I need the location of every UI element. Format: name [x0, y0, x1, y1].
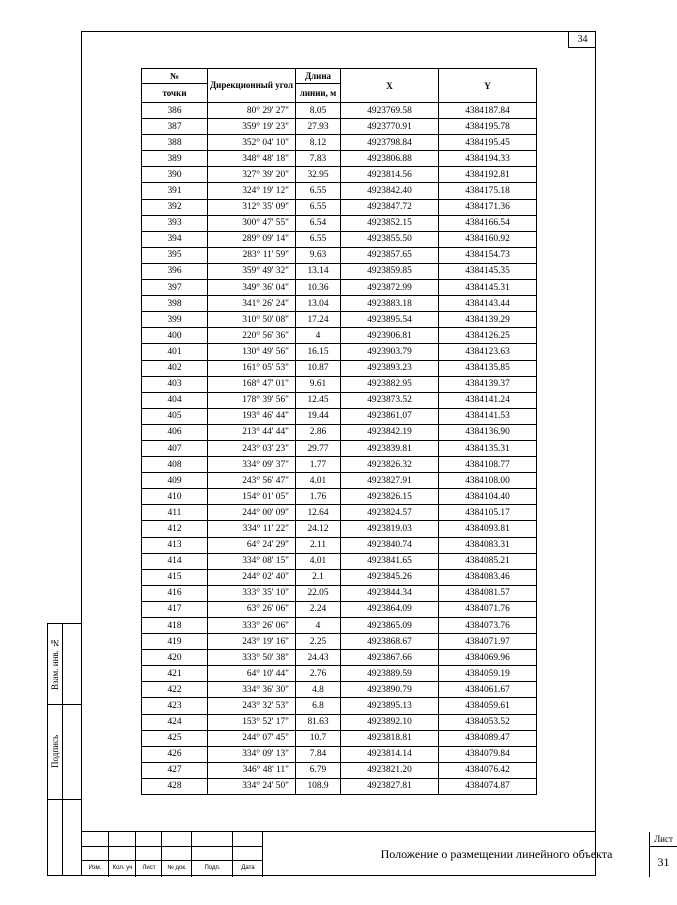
- point-number-cell: 403: [142, 376, 208, 392]
- line-length-cell: 7.84: [296, 746, 341, 762]
- header-point-label: точки: [142, 84, 208, 103]
- point-number-cell: 400: [142, 328, 208, 344]
- point-number-cell: 399: [142, 312, 208, 328]
- direction-angle-cell: 359° 19' 23": [208, 119, 296, 135]
- coord-x-cell: 4923814.56: [341, 167, 439, 183]
- line-length-cell: 8.05: [296, 103, 341, 119]
- coordinates-table: [141, 68, 537, 795]
- coord-x-cell: 4923839.81: [341, 440, 439, 456]
- table-row: [142, 344, 537, 360]
- table-row: [142, 778, 537, 794]
- point-number-cell: 420: [142, 650, 208, 666]
- direction-angle-cell: 243° 56' 47": [208, 473, 296, 489]
- coord-x-cell: 4923882.95: [341, 376, 439, 392]
- coord-x-cell: 4923798.84: [341, 135, 439, 151]
- point-number-cell: 392: [142, 199, 208, 215]
- line-length-cell: 12.64: [296, 505, 341, 521]
- line-length-cell: 6.55: [296, 231, 341, 247]
- coord-y-cell: 4384145.31: [439, 280, 537, 296]
- point-number-cell: 419: [142, 634, 208, 650]
- coord-x-cell: 4923840.74: [341, 537, 439, 553]
- line-length-cell: 4: [296, 618, 341, 634]
- table-row: [142, 360, 537, 376]
- table-row: [142, 263, 537, 279]
- point-number-cell: 422: [142, 682, 208, 698]
- coord-x-cell: 4923889.59: [341, 666, 439, 682]
- direction-angle-cell: 312° 35' 09": [208, 199, 296, 215]
- signature-label: Подпись: [50, 734, 60, 769]
- direction-angle-cell: 349° 36' 04": [208, 280, 296, 296]
- table-row: [142, 312, 537, 328]
- sheet-number-box: [649, 832, 677, 877]
- table-row: [142, 569, 537, 585]
- point-number-cell: 425: [142, 730, 208, 746]
- coord-y-cell: 4384139.29: [439, 312, 537, 328]
- coord-y-cell: 4384076.42: [439, 762, 537, 778]
- table-row: [142, 505, 537, 521]
- direction-angle-cell: 333° 26' 06": [208, 618, 296, 634]
- coord-y-cell: 4384061.67: [439, 682, 537, 698]
- direction-angle-cell: 289° 09' 14": [208, 231, 296, 247]
- point-number-cell: 428: [142, 778, 208, 794]
- table-row: [142, 634, 537, 650]
- line-length-cell: 9.61: [296, 376, 341, 392]
- coord-x-cell: 4923806.88: [341, 151, 439, 167]
- coord-x-cell: 4923824.57: [341, 505, 439, 521]
- line-length-cell: 2.76: [296, 666, 341, 682]
- coord-y-cell: 4384059.19: [439, 666, 537, 682]
- table-row: [142, 119, 537, 135]
- coord-y-cell: 4384166.54: [439, 215, 537, 231]
- line-length-cell: 2.11: [296, 537, 341, 553]
- coord-x-cell: 4923864.09: [341, 601, 439, 617]
- point-number-cell: 395: [142, 247, 208, 263]
- point-number-cell: 389: [142, 151, 208, 167]
- line-length-cell: 6.54: [296, 215, 341, 231]
- coord-x-cell: 4923890.79: [341, 682, 439, 698]
- direction-angle-cell: 63° 26' 06": [208, 601, 296, 617]
- header-length-unit: линии, м: [296, 84, 341, 103]
- table-row: [142, 151, 537, 167]
- direction-angle-cell: 154° 01' 05": [208, 489, 296, 505]
- direction-angle-cell: 310° 50' 08": [208, 312, 296, 328]
- coord-y-cell: 4384139.37: [439, 376, 537, 392]
- direction-angle-cell: 334° 09' 13": [208, 746, 296, 762]
- direction-angle-cell: 80° 29' 27": [208, 103, 296, 119]
- coord-y-cell: 4384083.46: [439, 569, 537, 585]
- line-length-cell: 13.04: [296, 296, 341, 312]
- coord-y-cell: 4384059.61: [439, 698, 537, 714]
- table-row: [142, 247, 537, 263]
- point-number-cell: 414: [142, 553, 208, 569]
- direction-angle-cell: 243° 19' 16": [208, 634, 296, 650]
- line-length-cell: 24.43: [296, 650, 341, 666]
- coord-x-cell: 4923867.66: [341, 650, 439, 666]
- coord-y-cell: 4384085.21: [439, 553, 537, 569]
- direction-angle-cell: 244° 00' 09": [208, 505, 296, 521]
- coord-y-cell: 4384123.63: [439, 344, 537, 360]
- document-title: Положение о размещении линейного объекта: [380, 847, 613, 861]
- table-row: [142, 730, 537, 746]
- point-number-cell: 388: [142, 135, 208, 151]
- line-length-cell: 4: [296, 328, 341, 344]
- line-length-cell: 16.15: [296, 344, 341, 360]
- coord-x-cell: 4923857.65: [341, 247, 439, 263]
- sheet-number: 31: [657, 855, 670, 869]
- line-length-cell: 1.77: [296, 457, 341, 473]
- coord-x-cell: 4923844.34: [341, 585, 439, 601]
- direction-angle-cell: 220° 56' 36": [208, 328, 296, 344]
- direction-angle-cell: 352° 04' 10": [208, 135, 296, 151]
- table-row: [142, 537, 537, 553]
- table-row: [142, 714, 537, 730]
- line-length-cell: 6.55: [296, 199, 341, 215]
- table-row: [142, 183, 537, 199]
- line-length-cell: 10.36: [296, 280, 341, 296]
- coord-x-cell: 4923906.81: [341, 328, 439, 344]
- table-row: [142, 618, 537, 634]
- direction-angle-cell: 161° 05' 53": [208, 360, 296, 376]
- direction-angle-cell: 346° 48' 11": [208, 762, 296, 778]
- coord-y-cell: 4384195.78: [439, 119, 537, 135]
- coord-x-cell: 4923855.50: [341, 231, 439, 247]
- direction-angle-cell: 213° 44' 44": [208, 424, 296, 440]
- coord-y-cell: 4384136.90: [439, 424, 537, 440]
- coord-x-cell: 4923827.91: [341, 473, 439, 489]
- point-number-cell: 415: [142, 569, 208, 585]
- line-length-cell: 29.77: [296, 440, 341, 456]
- coord-x-cell: 4923842.40: [341, 183, 439, 199]
- coord-y-cell: 4384171.36: [439, 199, 537, 215]
- direction-angle-cell: 327° 39' 20": [208, 167, 296, 183]
- coord-y-cell: 4384194.33: [439, 151, 537, 167]
- direction-angle-cell: 64° 24' 29": [208, 537, 296, 553]
- line-length-cell: 32.95: [296, 167, 341, 183]
- coord-x-cell: 4923821.20: [341, 762, 439, 778]
- coord-y-cell: 4384192.81: [439, 167, 537, 183]
- page-top-number: 34: [568, 31, 596, 48]
- coord-x-cell: 4923893.23: [341, 360, 439, 376]
- coord-y-cell: 4384154.73: [439, 247, 537, 263]
- replacement-inventory-label: Взам. инв. №: [50, 637, 60, 691]
- table-row: [142, 553, 537, 569]
- point-number-cell: 404: [142, 392, 208, 408]
- point-number-cell: 424: [142, 714, 208, 730]
- header-length: Длина: [296, 69, 341, 84]
- coord-x-cell: 4923883.18: [341, 296, 439, 312]
- direction-angle-cell: 243° 03' 23": [208, 440, 296, 456]
- table-row: [142, 296, 537, 312]
- date-label: Дата: [241, 865, 255, 871]
- table-row: [142, 585, 537, 601]
- point-number-cell: 407: [142, 440, 208, 456]
- coord-y-cell: 4384141.24: [439, 392, 537, 408]
- point-number-cell: 394: [142, 231, 208, 247]
- table-row: [142, 440, 537, 456]
- coord-y-cell: 4384141.53: [439, 408, 537, 424]
- coord-y-cell: 4384175.18: [439, 183, 537, 199]
- direction-angle-cell: 244° 02' 40": [208, 569, 296, 585]
- point-number-cell: 408: [142, 457, 208, 473]
- line-length-cell: 10.87: [296, 360, 341, 376]
- direction-angle-cell: 193° 46' 44": [208, 408, 296, 424]
- point-number-cell: 390: [142, 167, 208, 183]
- point-number-cell: 412: [142, 521, 208, 537]
- direction-angle-cell: 348° 48' 18": [208, 151, 296, 167]
- point-number-cell: 423: [142, 698, 208, 714]
- coord-y-cell: 4384143.44: [439, 296, 537, 312]
- coord-x-cell: 4923852.15: [341, 215, 439, 231]
- table-row: [142, 746, 537, 762]
- line-length-cell: 1.76: [296, 489, 341, 505]
- table-row: [142, 666, 537, 682]
- sheet-label: Лист: [142, 865, 156, 871]
- table-row: [142, 392, 537, 408]
- point-number-cell: 401: [142, 344, 208, 360]
- direction-angle-cell: 283° 11' 59": [208, 247, 296, 263]
- direction-angle-cell: 334° 24' 50": [208, 778, 296, 794]
- coord-y-cell: 4384073.76: [439, 618, 537, 634]
- point-number-cell: 418: [142, 618, 208, 634]
- point-number-cell: 417: [142, 601, 208, 617]
- coord-x-cell: 4923827.81: [341, 778, 439, 794]
- coord-x-cell: 4923872.99: [341, 280, 439, 296]
- line-length-cell: 4.01: [296, 473, 341, 489]
- coord-y-cell: 4384104.40: [439, 489, 537, 505]
- line-length-cell: 81.63: [296, 714, 341, 730]
- sheet-header: Лист: [650, 832, 677, 847]
- point-number-cell: 405: [142, 408, 208, 424]
- table-row: [142, 682, 537, 698]
- header-direction-angle: Дирекционный угол: [208, 69, 296, 103]
- coord-x-cell: 4923769.58: [341, 103, 439, 119]
- point-number-cell: 426: [142, 746, 208, 762]
- coord-x-cell: 4923842.19: [341, 424, 439, 440]
- point-number-cell: 416: [142, 585, 208, 601]
- line-length-cell: 24.12: [296, 521, 341, 537]
- direction-angle-cell: 243° 32' 53": [208, 698, 296, 714]
- line-length-cell: 13.14: [296, 263, 341, 279]
- direction-angle-cell: 178° 39' 56": [208, 392, 296, 408]
- coord-y-cell: 4384079.84: [439, 746, 537, 762]
- point-number-cell: 398: [142, 296, 208, 312]
- line-length-cell: 6.8: [296, 698, 341, 714]
- direction-angle-cell: 324° 19' 12": [208, 183, 296, 199]
- coord-x-cell: 4923845.26: [341, 569, 439, 585]
- line-length-cell: 2.24: [296, 601, 341, 617]
- direction-angle-cell: 244° 07' 45": [208, 730, 296, 746]
- point-number-cell: 421: [142, 666, 208, 682]
- revision-label: Изм.: [88, 865, 102, 871]
- line-length-cell: 2.1: [296, 569, 341, 585]
- direction-angle-cell: 168° 47' 01": [208, 376, 296, 392]
- table-row: [142, 601, 537, 617]
- point-number-cell: 386: [142, 103, 208, 119]
- point-number-cell: 409: [142, 473, 208, 489]
- point-number-cell: 410: [142, 489, 208, 505]
- coord-y-cell: 4384135.31: [439, 440, 537, 456]
- table-row: [142, 457, 537, 473]
- direction-angle-cell: 334° 09' 37": [208, 457, 296, 473]
- coord-y-cell: 4384126.25: [439, 328, 537, 344]
- header-y: Y: [439, 69, 537, 103]
- direction-angle-cell: 153° 52' 17": [208, 714, 296, 730]
- coord-y-cell: 4384074.87: [439, 778, 537, 794]
- table-row: [142, 231, 537, 247]
- direction-angle-cell: 341° 26' 24": [208, 296, 296, 312]
- line-length-cell: 6.79: [296, 762, 341, 778]
- document-number-label: № док.: [167, 865, 187, 871]
- coord-x-cell: 4923868.67: [341, 634, 439, 650]
- point-number-cell: 427: [142, 762, 208, 778]
- header-point-number: №: [142, 69, 208, 84]
- coord-y-cell: 4384081.57: [439, 585, 537, 601]
- table-row: [142, 408, 537, 424]
- title-block: [81, 831, 673, 876]
- point-number-cell: 397: [142, 280, 208, 296]
- line-length-cell: 2.25: [296, 634, 341, 650]
- table-row: [142, 199, 537, 215]
- direction-angle-cell: 300° 47' 55": [208, 215, 296, 231]
- coord-y-cell: 4384195.45: [439, 135, 537, 151]
- coord-y-cell: 4384071.97: [439, 634, 537, 650]
- coord-x-cell: 4923903.79: [341, 344, 439, 360]
- coord-y-cell: 4384053.52: [439, 714, 537, 730]
- coord-x-cell: 4923861.07: [341, 408, 439, 424]
- line-length-cell: 108.9: [296, 778, 341, 794]
- point-number-cell: 391: [142, 183, 208, 199]
- coord-x-cell: 4923847.72: [341, 199, 439, 215]
- coord-x-cell: 4923892.10: [341, 714, 439, 730]
- line-length-cell: 12.45: [296, 392, 341, 408]
- direction-angle-cell: 64° 10' 44": [208, 666, 296, 682]
- line-length-cell: 6.55: [296, 183, 341, 199]
- line-length-cell: 27.93: [296, 119, 341, 135]
- coord-x-cell: 4923873.52: [341, 392, 439, 408]
- table-row: [142, 376, 537, 392]
- direction-angle-cell: 334° 36' 30": [208, 682, 296, 698]
- point-number-cell: 406: [142, 424, 208, 440]
- table-row: [142, 328, 537, 344]
- direction-angle-cell: 333° 35' 10": [208, 585, 296, 601]
- line-length-cell: 4.8: [296, 682, 341, 698]
- table-row: [142, 762, 537, 778]
- line-length-cell: 19.44: [296, 408, 341, 424]
- coord-x-cell: 4923826.32: [341, 457, 439, 473]
- point-number-cell: 402: [142, 360, 208, 376]
- coord-y-cell: 4384071.76: [439, 601, 537, 617]
- coord-y-cell: 4384083.31: [439, 537, 537, 553]
- direction-angle-cell: 333° 50' 38": [208, 650, 296, 666]
- coord-y-cell: 4384160.92: [439, 231, 537, 247]
- table-row: [142, 103, 537, 119]
- coord-y-cell: 4384108.00: [439, 473, 537, 489]
- table-row: [142, 521, 537, 537]
- coord-x-cell: 4923895.13: [341, 698, 439, 714]
- point-number-cell: 393: [142, 215, 208, 231]
- coord-x-cell: 4923859.85: [341, 263, 439, 279]
- direction-angle-cell: 130° 49' 56": [208, 344, 296, 360]
- coord-x-cell: 4923865.09: [341, 618, 439, 634]
- coord-x-cell: 4923818.81: [341, 730, 439, 746]
- table-row: [142, 280, 537, 296]
- coord-y-cell: 4384135.85: [439, 360, 537, 376]
- line-length-cell: 9.63: [296, 247, 341, 263]
- coord-y-cell: 4384145.35: [439, 263, 537, 279]
- coord-x-cell: 4923841.65: [341, 553, 439, 569]
- coord-y-cell: 4384108.77: [439, 457, 537, 473]
- line-length-cell: 2.86: [296, 424, 341, 440]
- coord-x-cell: 4923895.54: [341, 312, 439, 328]
- table-row: [142, 215, 537, 231]
- table-row: [142, 424, 537, 440]
- quantity-label: Кол. уч: [112, 865, 133, 871]
- side-stamp-divider: [48, 799, 82, 800]
- direction-angle-cell: 334° 08' 15": [208, 553, 296, 569]
- table-row: [142, 650, 537, 666]
- point-number-cell: 411: [142, 505, 208, 521]
- direction-angle-cell: 334° 11' 22": [208, 521, 296, 537]
- line-length-cell: 4.01: [296, 553, 341, 569]
- point-number-cell: 413: [142, 537, 208, 553]
- line-length-cell: 8.12: [296, 135, 341, 151]
- side-stamp: [47, 623, 81, 876]
- coord-x-cell: 4923819.03: [341, 521, 439, 537]
- line-length-cell: 22.05: [296, 585, 341, 601]
- table-row: [142, 698, 537, 714]
- coord-x-cell: 4923826.15: [341, 489, 439, 505]
- coord-x-cell: 4923814.14: [341, 746, 439, 762]
- table-row: [142, 135, 537, 151]
- line-length-cell: 17.24: [296, 312, 341, 328]
- coord-y-cell: 4384105.17: [439, 505, 537, 521]
- point-number-cell: 387: [142, 119, 208, 135]
- coord-y-cell: 4384093.81: [439, 521, 537, 537]
- coord-x-cell: 4923770.91: [341, 119, 439, 135]
- coord-y-cell: 4384187.84: [439, 103, 537, 119]
- coord-y-cell: 4384089.47: [439, 730, 537, 746]
- direction-angle-cell: 359° 49' 32": [208, 263, 296, 279]
- signature-column-label: Подп.: [204, 865, 221, 871]
- line-length-cell: 7.83: [296, 151, 341, 167]
- point-number-cell: 396: [142, 263, 208, 279]
- line-length-cell: 10.7: [296, 730, 341, 746]
- coord-y-cell: 4384069.96: [439, 650, 537, 666]
- table-row: [142, 473, 537, 489]
- table-row: [142, 167, 537, 183]
- table-row: [142, 489, 537, 505]
- header-x: X: [341, 69, 439, 103]
